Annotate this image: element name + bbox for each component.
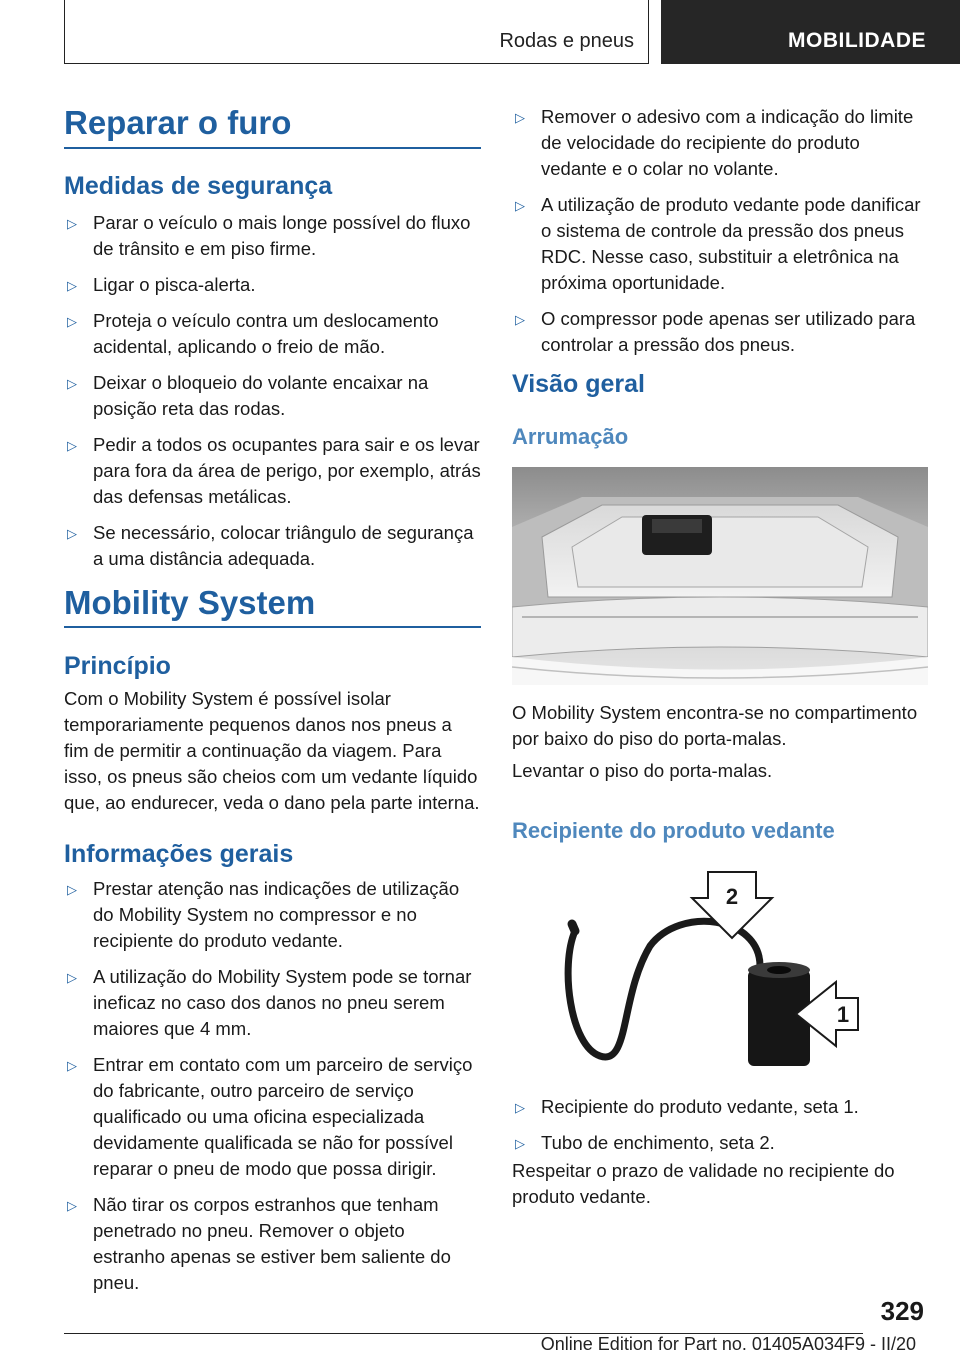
- heading-principle: Princípio: [64, 652, 171, 680]
- list-item: ▷ A utilização do Mobility System pode se tornar ineficaz no caso dos danos no pneu serem maiores que 4 mm.: [67, 966, 472, 1039]
- container-paragraph: Respeitar o prazo de validade no recipiente do produto vedante.: [512, 1160, 895, 1207]
- bullet-icon: ▷: [67, 278, 77, 293]
- bullet-icon: ▷: [67, 526, 77, 541]
- header-section-title: Rodas e pneus: [499, 30, 634, 52]
- list-item: ▷ Parar o veículo o mais longe possível do fluxo de trânsito e em piso firme.: [67, 212, 471, 259]
- arrow-label-2: 2: [725, 884, 739, 909]
- bullet-icon: ▷: [67, 314, 77, 329]
- list-item: ▷ Deixar o bloqueio do volante encaixar na posição reta das rodas.: [67, 372, 429, 419]
- list-item: ▷ Não tirar os corpos estranhos que tenham penetrado no pneu. Remover o objeto estranho apenas se estiver bem saliente do pneu.: [67, 1194, 451, 1293]
- bullet-icon: ▷: [515, 1136, 525, 1151]
- bullet-icon: ▷: [67, 882, 77, 897]
- footer-edition: Online Edition for Part no. 01405A034F9 - II/20: [540, 1334, 916, 1354]
- list-item: ▷ A utilização de produto vedante pode danificar o sistema de controle da pressão dos pneus RDC. Nesse caso, substituir a eletrônica na próxima oportunidade.: [515, 194, 921, 293]
- bullet-icon: ▷: [515, 1100, 525, 1115]
- page-number: 329: [880, 1296, 924, 1326]
- bullet-icon: ▷: [67, 970, 77, 985]
- bullet-icon: ▷: [67, 1198, 77, 1213]
- safety-list: [64, 210, 481, 582]
- trunk-compartment-image: [512, 467, 928, 685]
- principle-paragraph: Com o Mobility System é possível isolar temporariamente pequenos danos nos pneus a fim de permitir a continuação da viagem. Para isso, os pneus são cheios com um vedante líquido que, ao endurecer, veda o dano pela parte interna.: [64, 688, 480, 813]
- list-item: ▷ Recipiente do produto vedante, seta 1.: [512, 1094, 928, 1120]
- list-item: ▷ Pedir a todos os ocupantes para sair e os levar para fora da área de perigo, por exemplo, atrás das defensas metálicas.: [67, 434, 481, 507]
- list-item: ▷ Entrar em contato com um parceiro de serviço do fabricante, outro parceiro de serviço qualificado ou uma oficina especializada devidamente qualificada se não for possível reparar o pneu de modo que possa dirigir.: [67, 1054, 473, 1179]
- bullet-icon: ▷: [67, 376, 77, 391]
- list-item: ▷ Remover o adesivo com a indicação do limite de velocidade do recipiente do produto vedante e o colar no volante.: [515, 106, 914, 179]
- heading-overview: Visão geral: [512, 370, 645, 398]
- arrow-label-1: 1: [836, 1002, 850, 1027]
- heading-repair: Reparar o furo: [64, 104, 292, 141]
- bullet-icon: ▷: [515, 312, 525, 327]
- general-list: [64, 876, 481, 1306]
- bullet-icon: ▷: [67, 216, 77, 231]
- sealant-container-image: [560, 866, 890, 1076]
- list-item: ▷ Se necessário, colocar triângulo de segurança a uma distância adequada.: [67, 522, 474, 569]
- heading-general-info: Informações gerais: [64, 840, 294, 868]
- bullet-icon: ▷: [67, 438, 77, 453]
- heading-storage: Arrumação: [512, 424, 629, 449]
- list-item: ▷ Ligar o pisca-alerta.: [64, 272, 481, 298]
- header-section-box: [64, 0, 649, 64]
- precaution-list: [512, 104, 928, 368]
- heading-safety: Medidas de segurança: [64, 172, 333, 200]
- heading-rule: [64, 147, 481, 149]
- list-item: ▷ Tubo de enchimento, seta 2.: [512, 1130, 928, 1156]
- list-item: ▷ Prestar atenção nas indicações de utilização do Mobility System no compressor e no recipiente do produto vedante.: [67, 878, 460, 951]
- list-item: ▷ O compressor pode apenas ser utilizado para controlar a pressão dos pneus.: [515, 308, 916, 355]
- bullet-icon: ▷: [67, 1058, 77, 1073]
- list-item: ▷ Proteja o veículo contra um deslocamento acidental, aplicando o freio de mão.: [67, 310, 439, 357]
- bullet-icon: ▷: [515, 110, 525, 125]
- heading-mobility-system: Mobility System: [64, 584, 316, 621]
- header-chapter-tab: MOBILIDADE: [661, 0, 960, 64]
- storage-instruction: Levantar o piso do porta-malas.: [512, 760, 773, 781]
- container-list: [512, 1094, 928, 1166]
- heading-rule: [64, 626, 481, 628]
- bullet-icon: ▷: [515, 198, 525, 213]
- heading-sealant-container: Recipiente do produto vedante: [512, 818, 835, 843]
- storage-paragraph: O Mobility System encontra-se no compartimento por baixo do piso do porta-malas.: [512, 702, 918, 749]
